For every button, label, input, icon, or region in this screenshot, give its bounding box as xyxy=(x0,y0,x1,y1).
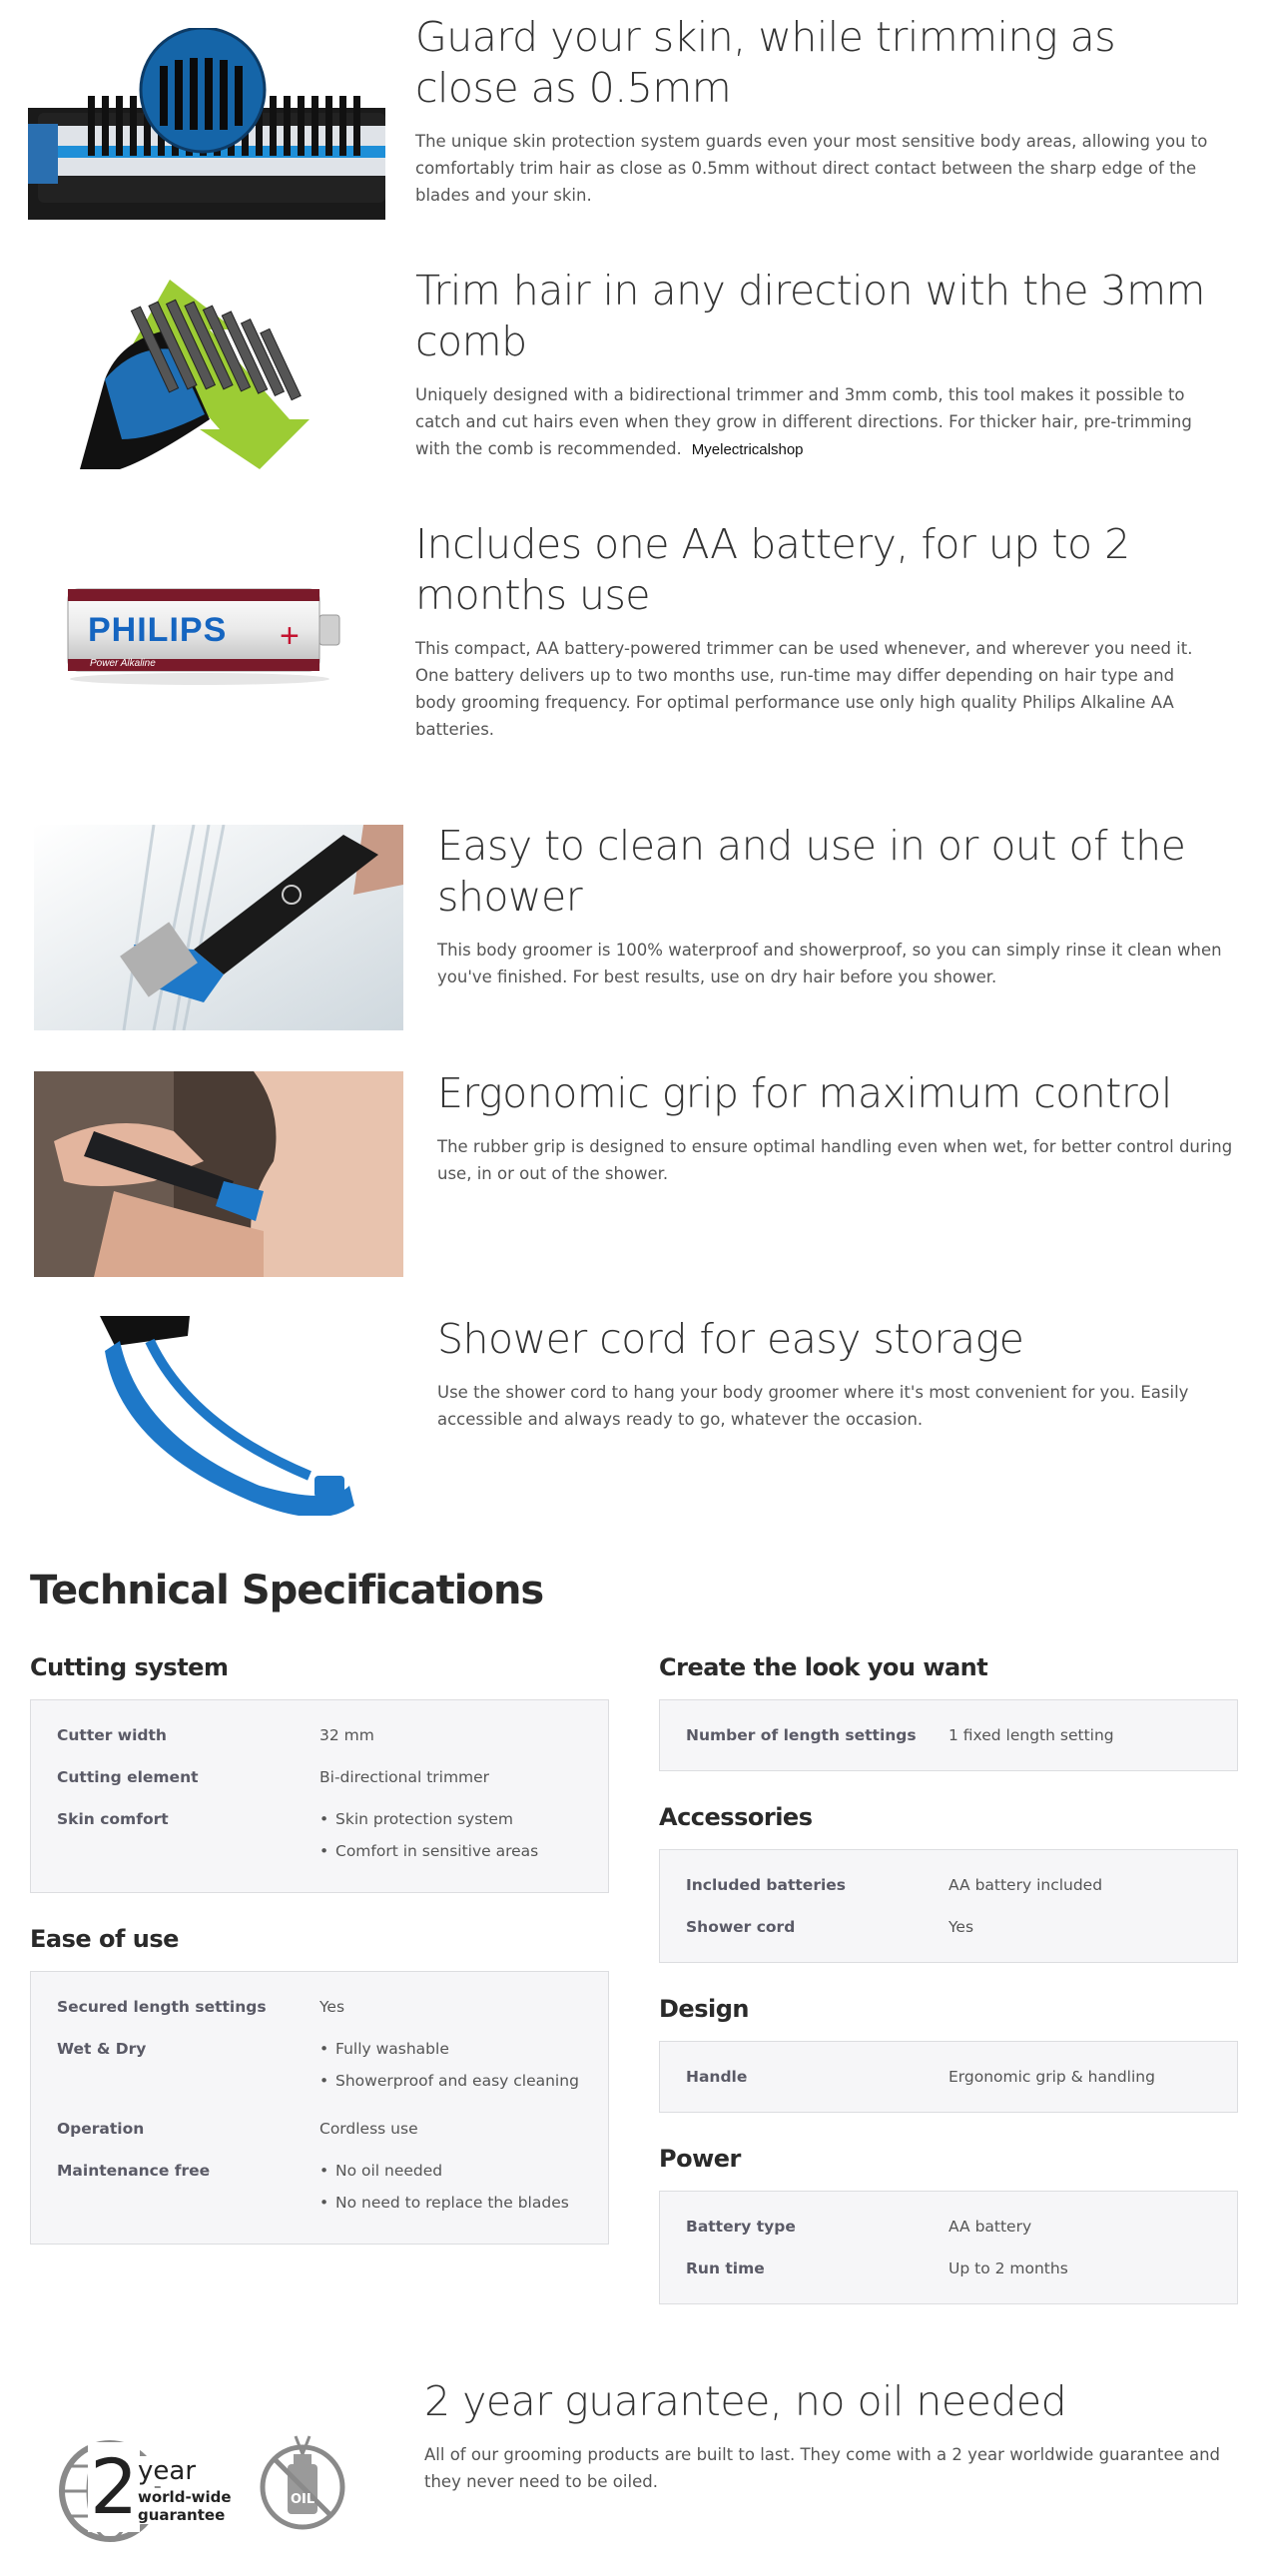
spec-group-title: Power xyxy=(659,2145,741,2173)
spec-label: Shower cord xyxy=(686,1918,796,1936)
shower-cord-image xyxy=(80,1316,359,1516)
spec-row xyxy=(57,1798,582,1878)
feature-description-text: Uniquely designed with a bidirectional trimmer and 3mm comb, this tool makes it possible to catch and cut hairs even when they grow in different directions. For thicker hair, pre-trimming with the comb is recommended. xyxy=(415,385,1192,458)
spec-group-title: Design xyxy=(659,1995,749,2023)
spec-value: 1 fixed length setting xyxy=(948,1726,1114,1744)
spec-group-accessories xyxy=(659,1803,1238,1963)
badge-number: 2 xyxy=(90,2442,139,2531)
no-oil-icon xyxy=(258,2432,347,2534)
shower-clean-image xyxy=(34,825,403,1030)
spec-group-power xyxy=(659,2145,1238,2304)
feature-title: Shower cord for easy storage xyxy=(437,1315,1024,1363)
spec-box xyxy=(30,1971,609,2245)
feature-trim-direction xyxy=(415,266,1214,463)
spec-row xyxy=(686,1906,1211,1948)
spec-label: Operation xyxy=(57,2120,145,2138)
guarantee-badge xyxy=(58,2436,248,2546)
feature-skin-guard xyxy=(415,12,1214,209)
badge-line2: world-wide xyxy=(138,2488,232,2506)
guarantee-section xyxy=(424,2376,1223,2495)
spec-group-design xyxy=(659,1995,1238,2113)
spec-row xyxy=(686,2248,1211,2289)
feature-title: Ergonomic grip for maximum control xyxy=(437,1069,1172,1117)
feature-description: The unique skin protection system guards even your most sensitive body areas, allowing you to comfortably trim hair as close as 0.5mm without direct contact between the sharp edge of the blades and your skin. xyxy=(415,132,1208,205)
spec-label: Included batteries xyxy=(686,1876,847,1894)
feature-description: This body groomer is 100% waterproof and showerproof, so you can simply rinse it clean when you've finished. For best results, use on dry hair before you shower. xyxy=(437,941,1222,986)
spec-label: Secured length settings xyxy=(57,1998,267,2016)
spec-box xyxy=(659,1849,1238,1963)
spec-row xyxy=(57,1714,582,1756)
feature-battery xyxy=(415,519,1214,743)
spec-label: Handle xyxy=(686,2068,748,2086)
feature-description: Use the shower cord to hang your body groomer where it's most convenient for you. Easily accessible and always ready to go, whatever the occasion. xyxy=(437,1383,1189,1429)
spec-row xyxy=(57,1986,582,2028)
spec-box xyxy=(659,1699,1238,1771)
feature-description xyxy=(415,381,1214,463)
feature-title: Trim hair in any direction with the 3mm comb xyxy=(415,267,1205,365)
feature-title: Includes one AA battery, for up to 2 months use xyxy=(415,520,1130,619)
feature-ergonomic-grip xyxy=(437,1068,1236,1187)
spec-list-item: • Skin protection system xyxy=(319,1806,582,1832)
spec-group-title: Accessories xyxy=(659,1803,813,1831)
spec-label: Cutter width xyxy=(57,1726,167,1744)
spec-column-right xyxy=(659,1653,1238,2336)
spec-label: Run time xyxy=(686,2259,765,2277)
spec-heading: Technical Specifications xyxy=(30,1568,544,1613)
badge-line3: guarantee xyxy=(138,2506,226,2524)
spec-group-title: Cutting system xyxy=(30,1653,229,1681)
spec-value: Cordless use xyxy=(319,2120,418,2138)
spec-label: Maintenance free xyxy=(57,2162,211,2180)
feature-shower-cord xyxy=(437,1314,1236,1433)
spec-list-item: • No oil needed xyxy=(319,2158,582,2184)
feature-description: The rubber grip is designed to ensure optimal handling even when wet, for better control during use, in or out of the shower. xyxy=(437,1137,1233,1183)
guarantee-title: 2 year guarantee, no oil needed xyxy=(424,2377,1067,2425)
guarantee-description: All of our grooming products are built to last. They come with a 2 year worldwide guarantee and they never need to be oiled. xyxy=(424,2445,1221,2491)
spec-value: Yes xyxy=(319,1998,345,2016)
oil-label: OIL xyxy=(291,2492,316,2507)
spec-label: Number of length settings xyxy=(686,1726,917,1744)
watermark-text: Myelectricalshop xyxy=(691,441,804,458)
spec-row xyxy=(57,1756,582,1798)
battery-brand-text: PHILIPS xyxy=(88,611,228,649)
spec-label: Skin comfort xyxy=(57,1810,169,1828)
spec-list-item: • No need to replace the blades xyxy=(319,2190,582,2216)
spec-box xyxy=(30,1699,609,1893)
spec-group-ease xyxy=(30,1925,609,2245)
spec-list-item: • Fully washable xyxy=(319,2036,582,2062)
feature-description: This compact, AA battery-powered trimmer can be used whenever, and wherever you need it. One battery delivers up to two months use, run-time may differ depending on hair type and body grooming frequency. For optimal performance use only high quality Philips Alkaline AA batteries. xyxy=(415,639,1193,739)
spec-value: Up to 2 months xyxy=(948,2259,1068,2277)
spec-value: 32 mm xyxy=(319,1726,374,1744)
spec-label: Battery type xyxy=(686,2218,796,2236)
spec-list-item: • Showerproof and easy cleaning xyxy=(319,2068,582,2094)
spec-group-title: Ease of use xyxy=(30,1925,179,1953)
spec-value xyxy=(319,2036,582,2100)
spec-value: Ergonomic grip & handling xyxy=(948,2068,1155,2086)
spec-box xyxy=(659,2041,1238,2113)
skin-guard-image xyxy=(28,28,385,220)
svg-text:+: + xyxy=(280,617,300,655)
spec-group-title: Create the look you want xyxy=(659,1653,988,1681)
spec-row xyxy=(686,2056,1211,2098)
spec-group-cutting xyxy=(30,1653,609,1893)
spec-row xyxy=(57,2108,582,2150)
spec-list-item: • Comfort in sensitive areas xyxy=(319,1838,582,1864)
battery-image xyxy=(60,579,349,689)
badge-word: year xyxy=(138,2456,197,2486)
battery-sub-text: Power Alkaline xyxy=(90,658,156,669)
spec-value xyxy=(319,1806,582,1870)
feature-title: Guard your skin, while trimming as close as 0.5mm xyxy=(415,13,1116,112)
feature-shower-clean xyxy=(437,821,1226,990)
spec-label: Cutting element xyxy=(57,1768,199,1786)
ergonomic-grip-image xyxy=(34,1071,403,1277)
feature-title: Easy to clean and use in or out of the shower xyxy=(437,822,1186,921)
spec-value xyxy=(319,2158,582,2222)
comb-direction-image xyxy=(60,270,339,469)
spec-row xyxy=(686,1714,1211,1756)
spec-row xyxy=(686,1864,1211,1906)
spec-group-look xyxy=(659,1653,1238,1771)
spec-box xyxy=(659,2191,1238,2304)
spec-value: AA battery included xyxy=(948,1876,1103,1894)
spec-label: Wet & Dry xyxy=(57,2040,147,2058)
spec-value: Bi-directional trimmer xyxy=(319,1768,490,1786)
spec-column-left xyxy=(30,1653,609,2276)
spec-row xyxy=(57,2028,582,2108)
spec-row xyxy=(686,2206,1211,2248)
spec-value: Yes xyxy=(948,1918,974,1936)
spec-value: AA battery xyxy=(948,2218,1032,2236)
spec-row xyxy=(57,2150,582,2230)
